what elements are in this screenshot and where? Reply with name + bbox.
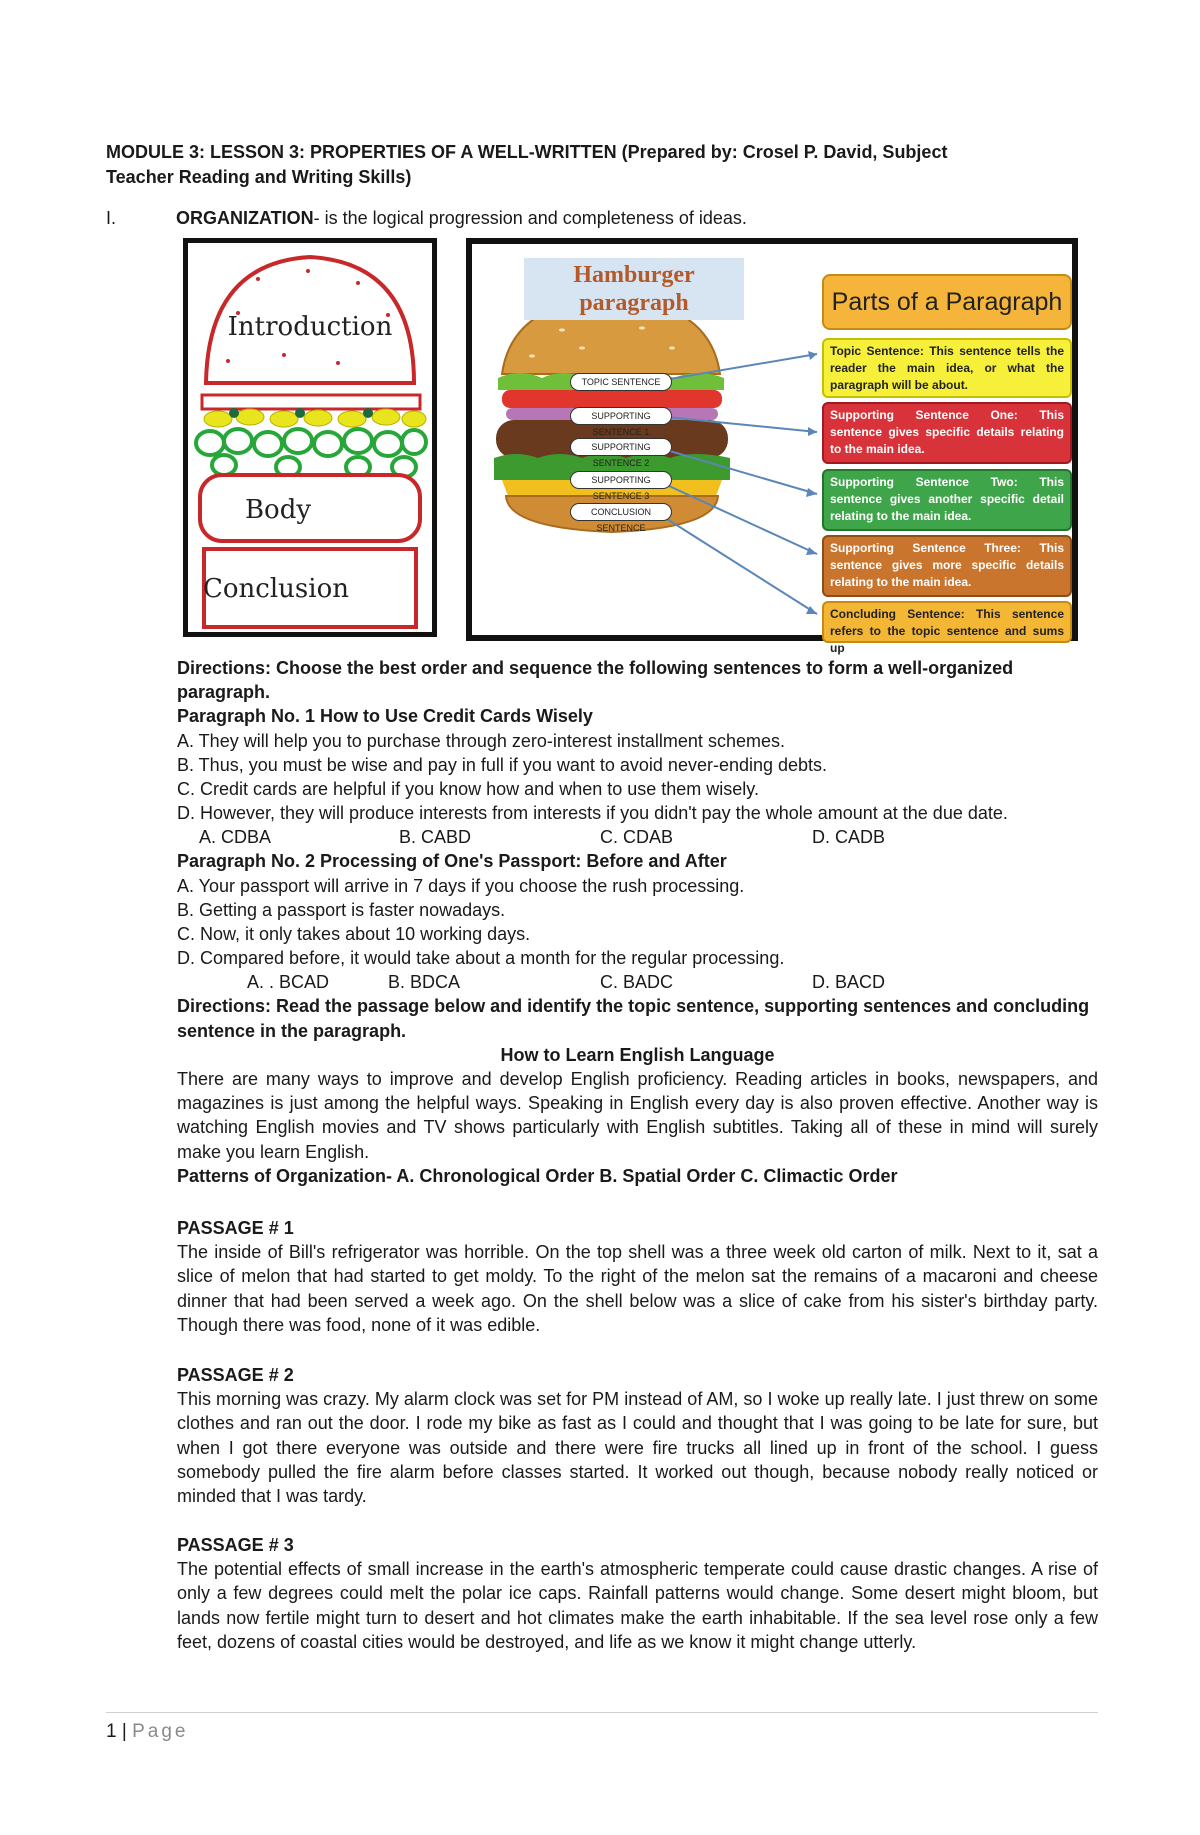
p1-sentence-a: A. They will help you to purchase through zero-interest installment schemes.	[177, 730, 785, 751]
label-conclusion: Conclusion	[203, 574, 349, 604]
organization-term: ORGANIZATION	[176, 208, 314, 228]
english-passage-title: How to Learn English Language	[500, 1044, 775, 1065]
p1-option-b: B. CABD	[399, 827, 472, 848]
p2-option-c: C. BADC	[600, 972, 674, 993]
footer-separator: |	[121, 1721, 127, 1742]
organization-definition	[106, 206, 1106, 231]
label-body: Body	[244, 495, 312, 525]
title-line-1: Hamburger	[573, 262, 695, 288]
part-supporting-one: Supporting Sentence One: This sentence gives specific details relating to the main idea.	[822, 402, 1072, 464]
roman-numeral: I.	[106, 208, 117, 228]
p2-sentence-c: C. Now, it only takes about 10 working days.	[177, 924, 531, 945]
organization-text: - is the logical progression and completeness of ideas.	[313, 208, 747, 228]
title-line-2: paragraph	[579, 290, 689, 316]
passage-2-title: PASSAGE # 2	[177, 1365, 294, 1385]
layer-label-supporting-2: SUPPORTING SENTENCE 2	[570, 438, 672, 456]
layer-label-supporting-1: SUPPORTING SENTENCE 1	[570, 407, 672, 425]
hamburger-drawing	[188, 243, 432, 632]
paragraph-2-title: Paragraph No. 2 Processing of One's Passport: Before and After	[177, 851, 727, 872]
page-number: 1	[106, 1721, 117, 1742]
english-passage-body: There are many ways to improve and develop English proficiency. Reading articles in books, newspapers, and magazines is just among the helpful ways. Speaking in English every day is also proven effective. Another way is watching English movies and TV shows particularly with English subtitles. Taking all of these in mind will surely make you learn English.	[177, 1069, 1098, 1162]
passage-1-title: PASSAGE # 1	[177, 1218, 294, 1238]
exercise-section	[177, 656, 1098, 1188]
parts-of-paragraph-title: Parts of a Paragraph	[822, 274, 1072, 330]
page-footer	[106, 1720, 188, 1744]
part-supporting-two: Supporting Sentence Two: This sentence gives another specific detail relating to the main idea.	[822, 469, 1072, 531]
patterns-of-organization: Patterns of Organization- A. Chronological Order B. Spatial Order C. Climactic Order	[177, 1165, 898, 1186]
passage-2-body: This morning was crazy. My alarm clock was set for PM instead of AM, so I woke up really late. I just threw on some clothes and ran out the door. I rode my bike as fast as I could and thought that I was going to be late for sure, but when I got there everyone was outside and there were fire trucks all lined up in front of the school. I guess somebody pulled the fire alarm before classes started. It worked out though, because nobody really noticed or minded that I was tardy.	[177, 1389, 1098, 1507]
part-supporting-three: Supporting Sentence Three: This sentence gives more specific details relating to the main idea.	[822, 535, 1072, 597]
hand-drawn-hamburger-figure	[183, 238, 437, 637]
p2-option-b: B. BDCA	[388, 972, 461, 993]
header-line-2: Teacher Reading and Writing Skills)	[106, 167, 412, 187]
header-line-1: MODULE 3: LESSON 3: PROPERTIES OF A WELL-WRITTEN (Prepared by: Crosel P. David, Subject	[106, 142, 948, 162]
p1-sentence-c: C. Credit cards are helpful if you know how and when to use them wisely.	[177, 779, 759, 800]
footer-divider	[106, 1712, 1098, 1713]
module-header	[106, 140, 1106, 190]
part-topic-sentence: Topic Sentence: This sentence tells the reader the main idea, or what the paragraph will be about.	[822, 338, 1072, 398]
layer-label-supporting-3: SUPPORTING SENTENCE 3	[570, 471, 672, 489]
passage-1-body: The inside of Bill's refrigerator was horrible. On the top shell was a three week old carton of milk. Next to it, sat a slice of melon that had started to get moldy. To the right of the melon sat the remains of a macaroni and cheese dinner that had been served a week ago. On the shell below was a slice of cake from his sister's birthday party. Though there was food, none of it was edible.	[177, 1242, 1098, 1335]
layer-label-topic: TOPIC SENTENCE	[570, 373, 672, 391]
part-concluding-sentence: Concluding Sentence: This sentence refers to the topic sentence and sums up	[822, 601, 1072, 643]
paragraph-1-title: Paragraph No. 1 How to Use Credit Cards Wisely	[177, 706, 593, 727]
p2-sentence-d: D. Compared before, it would take about a month for the regular processing.	[177, 948, 785, 969]
hamburger-paragraph-title	[524, 258, 744, 320]
hamburger-paragraph-figure	[466, 238, 1078, 655]
p2-option-a: A. . BCAD	[247, 972, 330, 993]
label-introduction: Introduction	[227, 312, 393, 342]
p1-options	[177, 825, 1098, 849]
p2-sentence-b: B. Getting a passport is faster nowadays.	[177, 899, 506, 920]
passage-3-title: PASSAGE # 3	[177, 1535, 294, 1555]
p1-sentence-d: D. However, they will produce interests from interests if you didn't pay the whole amount at the due date.	[177, 803, 1008, 824]
p1-option-d: D. CADB	[812, 827, 886, 848]
layer-label-conclusion: CONCLUSION SENTENCE	[570, 503, 672, 521]
p2-sentence-a: A. Your passport will arrive in 7 days if you choose the rush processing.	[177, 875, 745, 896]
p1-option-c: C. CDAB	[600, 827, 674, 848]
p1-sentence-b: B. Thus, you must be wise and pay in full if you want to avoid never-ending debts.	[177, 754, 828, 775]
p2-option-d: D. BACD	[812, 972, 886, 993]
directions-1: Directions: Choose the best order and sequence the following sentences to form a well-organized paragraph.	[177, 658, 1014, 703]
directions-2: Directions: Read the passage below and identify the topic sentence, supporting sentences and concluding sentence in the paragraph.	[177, 996, 1090, 1041]
passage-2	[177, 1363, 1098, 1508]
passage-1	[177, 1216, 1098, 1337]
passage-3-body: The potential effects of small increase in the earth's atmospheric temperate could cause drastic changes. A rise of only a few degrees could melt the polar ice caps. Rainfall patterns would change. Some desert might bloom, but lands now fertile might turn to desert and hot climates make the earth inhabitable. If the sea level rose only a few feet, dozens of coastal cities would be destroyed, and life as we know it might change utterly.	[177, 1559, 1098, 1652]
p2-options	[177, 970, 1098, 994]
p1-option-a: A. CDBA	[199, 827, 272, 848]
page-label: Page	[132, 1721, 189, 1742]
passage-3	[177, 1533, 1098, 1654]
